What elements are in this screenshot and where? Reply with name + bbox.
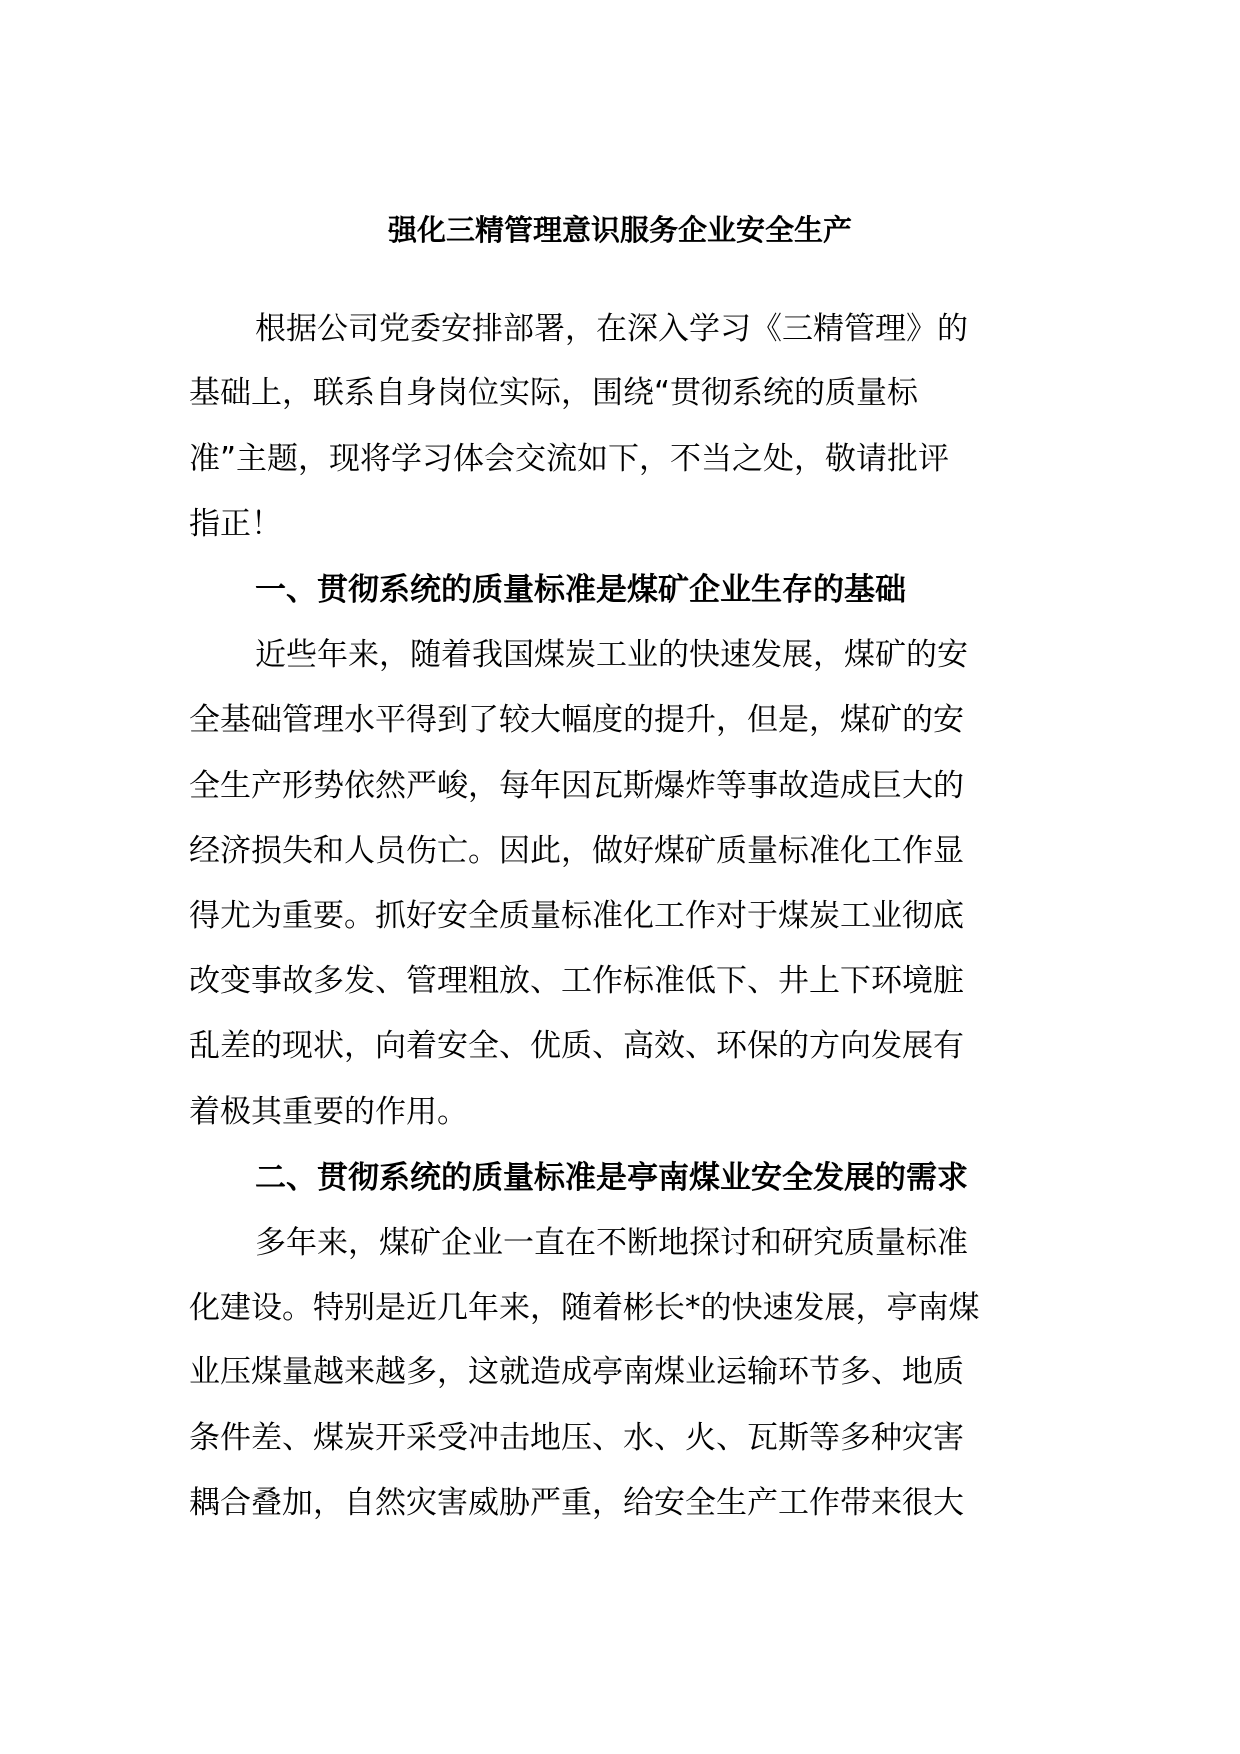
section-1-line: 全基础管理水平得到了较大幅度的提升，但是，煤矿的安 — [189, 702, 964, 738]
section-1-line: 着极其重要的作用。 — [189, 1094, 468, 1130]
section-1-heading: 一、贯彻系统的质量标准是煤矿企业生存的基础 — [255, 572, 906, 608]
section-2-line: 条件差、煤炭开采受冲击地压、水、火、瓦斯等多种灾害 — [189, 1420, 964, 1456]
intro-line: 根据公司党委安排部署，在深入学习《三精管理》的 — [255, 311, 968, 347]
section-1-line: 改变事故多发、管理粗放、工作标准低下、井上下环境脏 — [189, 963, 964, 999]
section-1-line: 近些年来，随着我国煤炭工业的快速发展，煤矿的安 — [255, 637, 968, 673]
section-2-line: 业压煤量越来越多，这就造成亭南煤业运输环节多、地质 — [189, 1354, 964, 1390]
section-2-heading: 二、贯彻系统的质量标准是亭南煤业安全发展的需求 — [255, 1160, 968, 1196]
document-title: 强化三精管理意识服务企业安全生产 — [387, 213, 852, 247]
section-1-line: 乱差的现状，向着安全、优质、高效、环保的方向发展有 — [189, 1028, 964, 1064]
section-2-line: 化建设。特别是近几年来，随着彬长*的快速发展，亭南煤 — [189, 1290, 980, 1326]
section-2-line: 多年来，煤矿企业一直在不断地探讨和研究质量标准 — [255, 1225, 968, 1261]
section-1-line: 得尤为重要。抓好安全质量标准化工作对于煤炭工业彻底 — [189, 898, 964, 934]
section-1-line: 全生产形势依然严峻，每年因瓦斯爆炸等事故造成巨大的 — [189, 768, 964, 804]
intro-line: 指正！ — [189, 506, 282, 542]
section-1-line: 经济损失和人员伤亡。因此，做好煤矿质量标准化工作显 — [189, 833, 964, 869]
section-2-line: 耦合叠加，自然灾害威胁严重，给安全生产工作带来很大 — [189, 1485, 964, 1521]
intro-line: 准”主题，现将学习体会交流如下，不当之处，敬请批评 — [189, 441, 950, 477]
intro-line: 基础上，联系自身岗位实际，围绕“贯彻系统的质量标 — [189, 375, 919, 411]
